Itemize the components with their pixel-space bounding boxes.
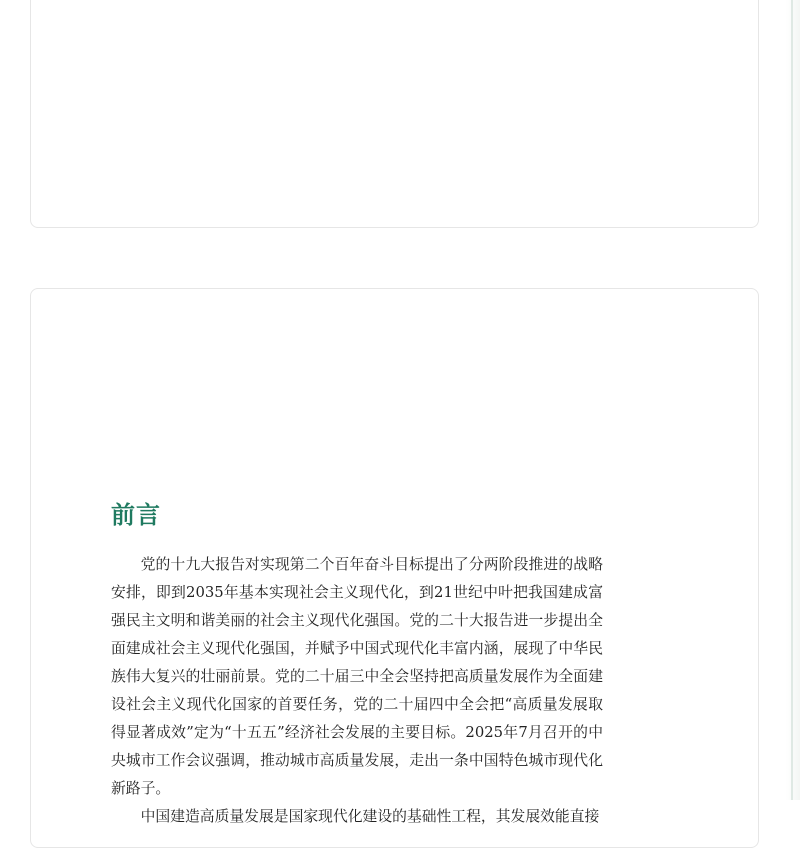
paragraph-1: 党的十九大报告对实现第二个百年奋斗目标提出了分两阶段推进的战略安排，即到2035年基本实现社会主义现代化，到21世纪中叶把我国建成富强民主文明和谐美丽的社会主义现代化强国。党的二十大报告进一步提出全面建成社会主义现代化强国，并赋予中国式现代化丰富内涵，展现了中华民族伟大复兴的壮丽前景。党的二十届三中全会坚持把高质量发展作为全面建设社会主义现代化国家的首要任务，党的二十届四中全会把“高质量发展取得显著成效”定为“十五五”经济社会发展的主要目标。2025年7月召开的中央城市工作会议强调，推动城市高质量发展，走出一条中国特色城市现代化新路子。 [111, 556, 603, 797]
scrollbar-line [791, 0, 793, 800]
section-title: 前言 [111, 501, 161, 529]
previous-page [30, 0, 759, 228]
current-page [30, 288, 759, 848]
paragraph-2: 中国建造高质量发展是国家现代化建设的基础性工程，其发展效能直接 [140, 808, 600, 825]
scrollbar-track[interactable] [786, 0, 800, 800]
body-text [111, 551, 603, 831]
